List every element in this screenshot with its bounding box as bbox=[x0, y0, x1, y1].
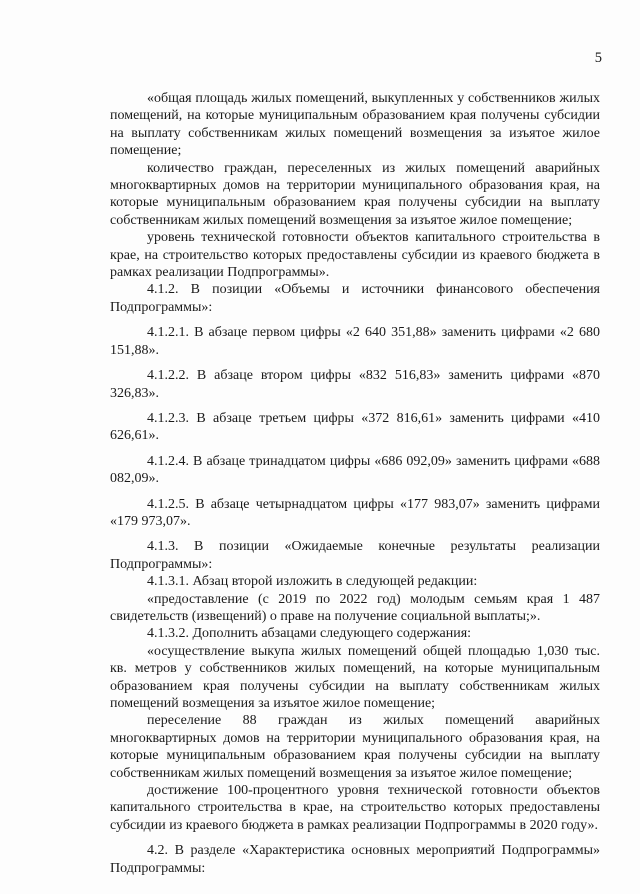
paragraph-total-area-indicator: «общая площадь жилых помещений, выкупленных у собственников жилых помещений, на которые муниципальным образованием края получены субсидии на выплату собственникам жилых помещений возмещения за изъятое жилое помещение; bbox=[110, 91, 600, 159]
paragraph-100-percent-readiness: достижение 100-процентного уровня технической готовности объектов капитального строительства в крае, на строительство которых предоставлены субсидии из краевого бюджета в рамках реализации Подпрограммы в 2020 году». bbox=[110, 783, 600, 833]
paragraph-resettled-citizens-indicator: количество граждан, переселенных из жилых помещений аварийных многоквартирных домов на территории муниципального образования края, на которые муниципальным образованием края получены субсидии на выплату собственникам жилых помещений возмещения за изъятое жилое помещение; bbox=[110, 160, 600, 228]
paragraph-resettlement-88-citizens: переселение 88 граждан из жилых помещений аварийных многоквартирных домов на территории муниципального образования края, на которые муниципальным образованием края получены субсидии на выплату собственникам жилых помещений возмещения за изъятое жилое помещение; bbox=[110, 713, 600, 781]
document-body bbox=[110, 90, 600, 877]
paragraph-4-1-2-1: 4.1.2.1. В абзаце первом цифры «2 640 351,88» заменить цифрами «2 680 151,88». bbox=[110, 325, 600, 358]
paragraph-4-1-3-2: 4.1.3.2. Дополнить абзацами следующего содержания: bbox=[147, 626, 472, 642]
paragraph-young-families-certificates: «предоставление (с 2019 по 2022 год) молодым семьям края 1 487 свидетельств (извещений) о праве на получение социальной выплаты;». bbox=[110, 591, 600, 624]
paragraph-4-1-2-5: 4.1.2.5. В абзаце четырнадцатом цифры «177 983,07» заменить цифрами «179 973,07». bbox=[110, 496, 600, 529]
paragraph-construction-readiness-indicator: уровень технической готовности объектов капитального строительства в крае, на строительство которых предоставлены субсидии из краевого бюджета в рамках реализации Подпрограммы». bbox=[110, 230, 600, 281]
paragraph-4-1-2-3: 4.1.2.3. В абзаце третьем цифры «372 816,61» заменить цифрами «410 626,61». bbox=[110, 410, 600, 444]
paragraph-4-1-2-4: 4.1.2.4. В абзаце тринадцатом цифры «686 092,09» заменить цифрами «688 082,09». bbox=[110, 453, 600, 487]
paragraph-4-1-3-1: 4.1.3.1. Абзац второй изложить в следующей редакции: bbox=[147, 574, 478, 590]
paragraph-4-1-2-2: 4.1.2.2. В абзаце втором цифры «832 516,83» заменить цифрами «870 326,83». bbox=[110, 368, 600, 401]
paragraph-buyout-living-space: «осуществление выкупа жилых помещений общей площадью 1,030 тыс. кв. метров у собственников жилых помещений, на которые муниципальным образованием края получены субсидии на выплату собственникам жилых помещений возмещения за изъятое жилое помещение; bbox=[110, 643, 600, 711]
page-number: 5 bbox=[594, 50, 602, 66]
paragraph-4-1-3: 4.1.3. В позиции «Ожидаемые конечные результаты реализации Подпрограммы»: bbox=[110, 539, 600, 572]
paragraph-4-1-2: 4.1.2. В позиции «Объемы и источники финансового обеспечения Подпрограммы»: bbox=[110, 282, 600, 315]
paragraph-4-2: 4.2. В разделе «Характеристика основных мероприятий Подпрограммы» Подпрограммы: bbox=[110, 843, 600, 876]
